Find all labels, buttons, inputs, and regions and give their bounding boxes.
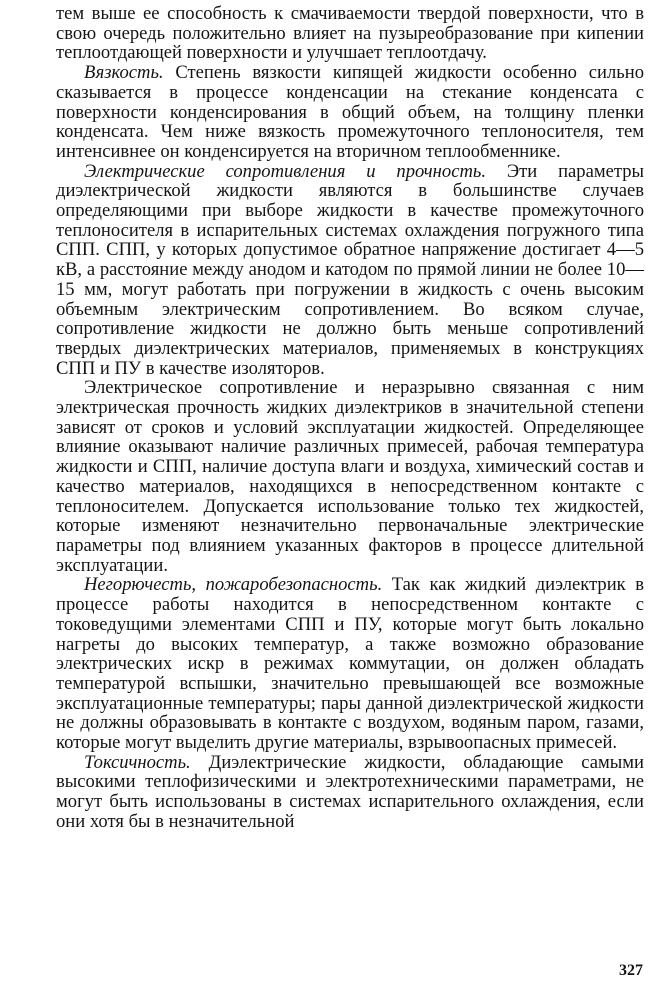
paragraph-heading: Токсичность. <box>84 751 191 773</box>
paragraph-electrical-resistance-strength <box>56 162 644 379</box>
page-number: 327 <box>619 962 643 979</box>
paragraph-heading: Электрические сопротивления и прочность. <box>84 160 486 182</box>
paragraph-heading: Негорючесть, пожаробезопасность. <box>84 574 383 596</box>
paragraph-heading: Вязкость. <box>84 62 164 84</box>
paragraph-text: Электрическое сопротивление и неразрывно связанная с ним электрическая прочность жидких диэлектриков в значительной степени зависят от сроков и условий эксплуатации жидкостей. Определяющее влияние оказывают наличие различных примесей, рабочая температура жидкости и СПП, наличие доступа влаги и воздуха, химический состав и качество материалов, находящихся в непосредственном контакте с теплоносителем. Допускается использование только тех жидкостей, которые изменяют незначительно первоначальные электрические параметры под влиянием указанных факторов в процессе длительной эксплуатации. <box>56 377 644 576</box>
paragraph-text: тем выше ее способность к смачиваемости твердой поверхности, что в свою очередь положительно влияет на пузыреобразование при кипении теплоотдающей поверхности и улучшает теплоотдачу. <box>56 3 644 64</box>
paragraph-fire-safety <box>56 575 644 752</box>
paragraph-text: Так как жидкий диэлектрик в процессе работы находится в непосредственном контакте с токоведущими элементами СПП и ПУ, которые могут быть локально нагреты до высоких температур, а также возможно образование электрических искр в режимах коммутации, он должен обладать температурой вспышки, значительно превышающей все возможные эксплуатационные температуры; пары данной диэлектрической жидкости не должны образовывать в контакте с воздухом, водяным паром, газами, которые могут выделить другие материалы, взрывоопасных примесей. <box>56 574 644 754</box>
paragraph-text: Диэлектрические жидкости, обладающие самыми высокими теплофизическими и электротехническими параметрами, не могут быть использованы в системах испарительного охлаждения, если они хотя бы в незначительной <box>56 751 644 832</box>
paragraph-toxicity <box>56 753 644 832</box>
paragraph-text: Степень вязкости кипящей жидкости особенно сильно сказывается в процессе конденсации на стекание конденсата с поверхности конденсирования в общий объем, на толщину пленки конденсата. Чем ниже вязкость промежуточного теплоносителя, тем интенсивнее он конденсируется на вторичном теплообменнике. <box>56 62 644 162</box>
paragraph-viscosity <box>56 63 644 162</box>
paragraph-text: Эти параметры диэлектрической жидкости являются в большинстве случаев определяющими при выборе жидкости в качестве промежуточного теплоносителя в испарительных системах охлаждения погружного типа СПП. СПП, у которых допустимое обратное напряжение достигает 4—5 кВ, а расстояние между анодом и катодом по прямой линии не более 10—15 мм, могут работать при погружении в жидкость с очень высоким объемным электрическим сопротивлением. Во всяком случае, сопротивление жидкости не должно быть меньше сопротивлений твердых диэлектрических материалов, применяемых в конструкциях СПП и ПУ в качестве изоляторов. <box>56 160 644 379</box>
paragraph-wettability-continuation <box>56 4 644 63</box>
paragraph-electrical-operating-conditions <box>56 378 644 575</box>
